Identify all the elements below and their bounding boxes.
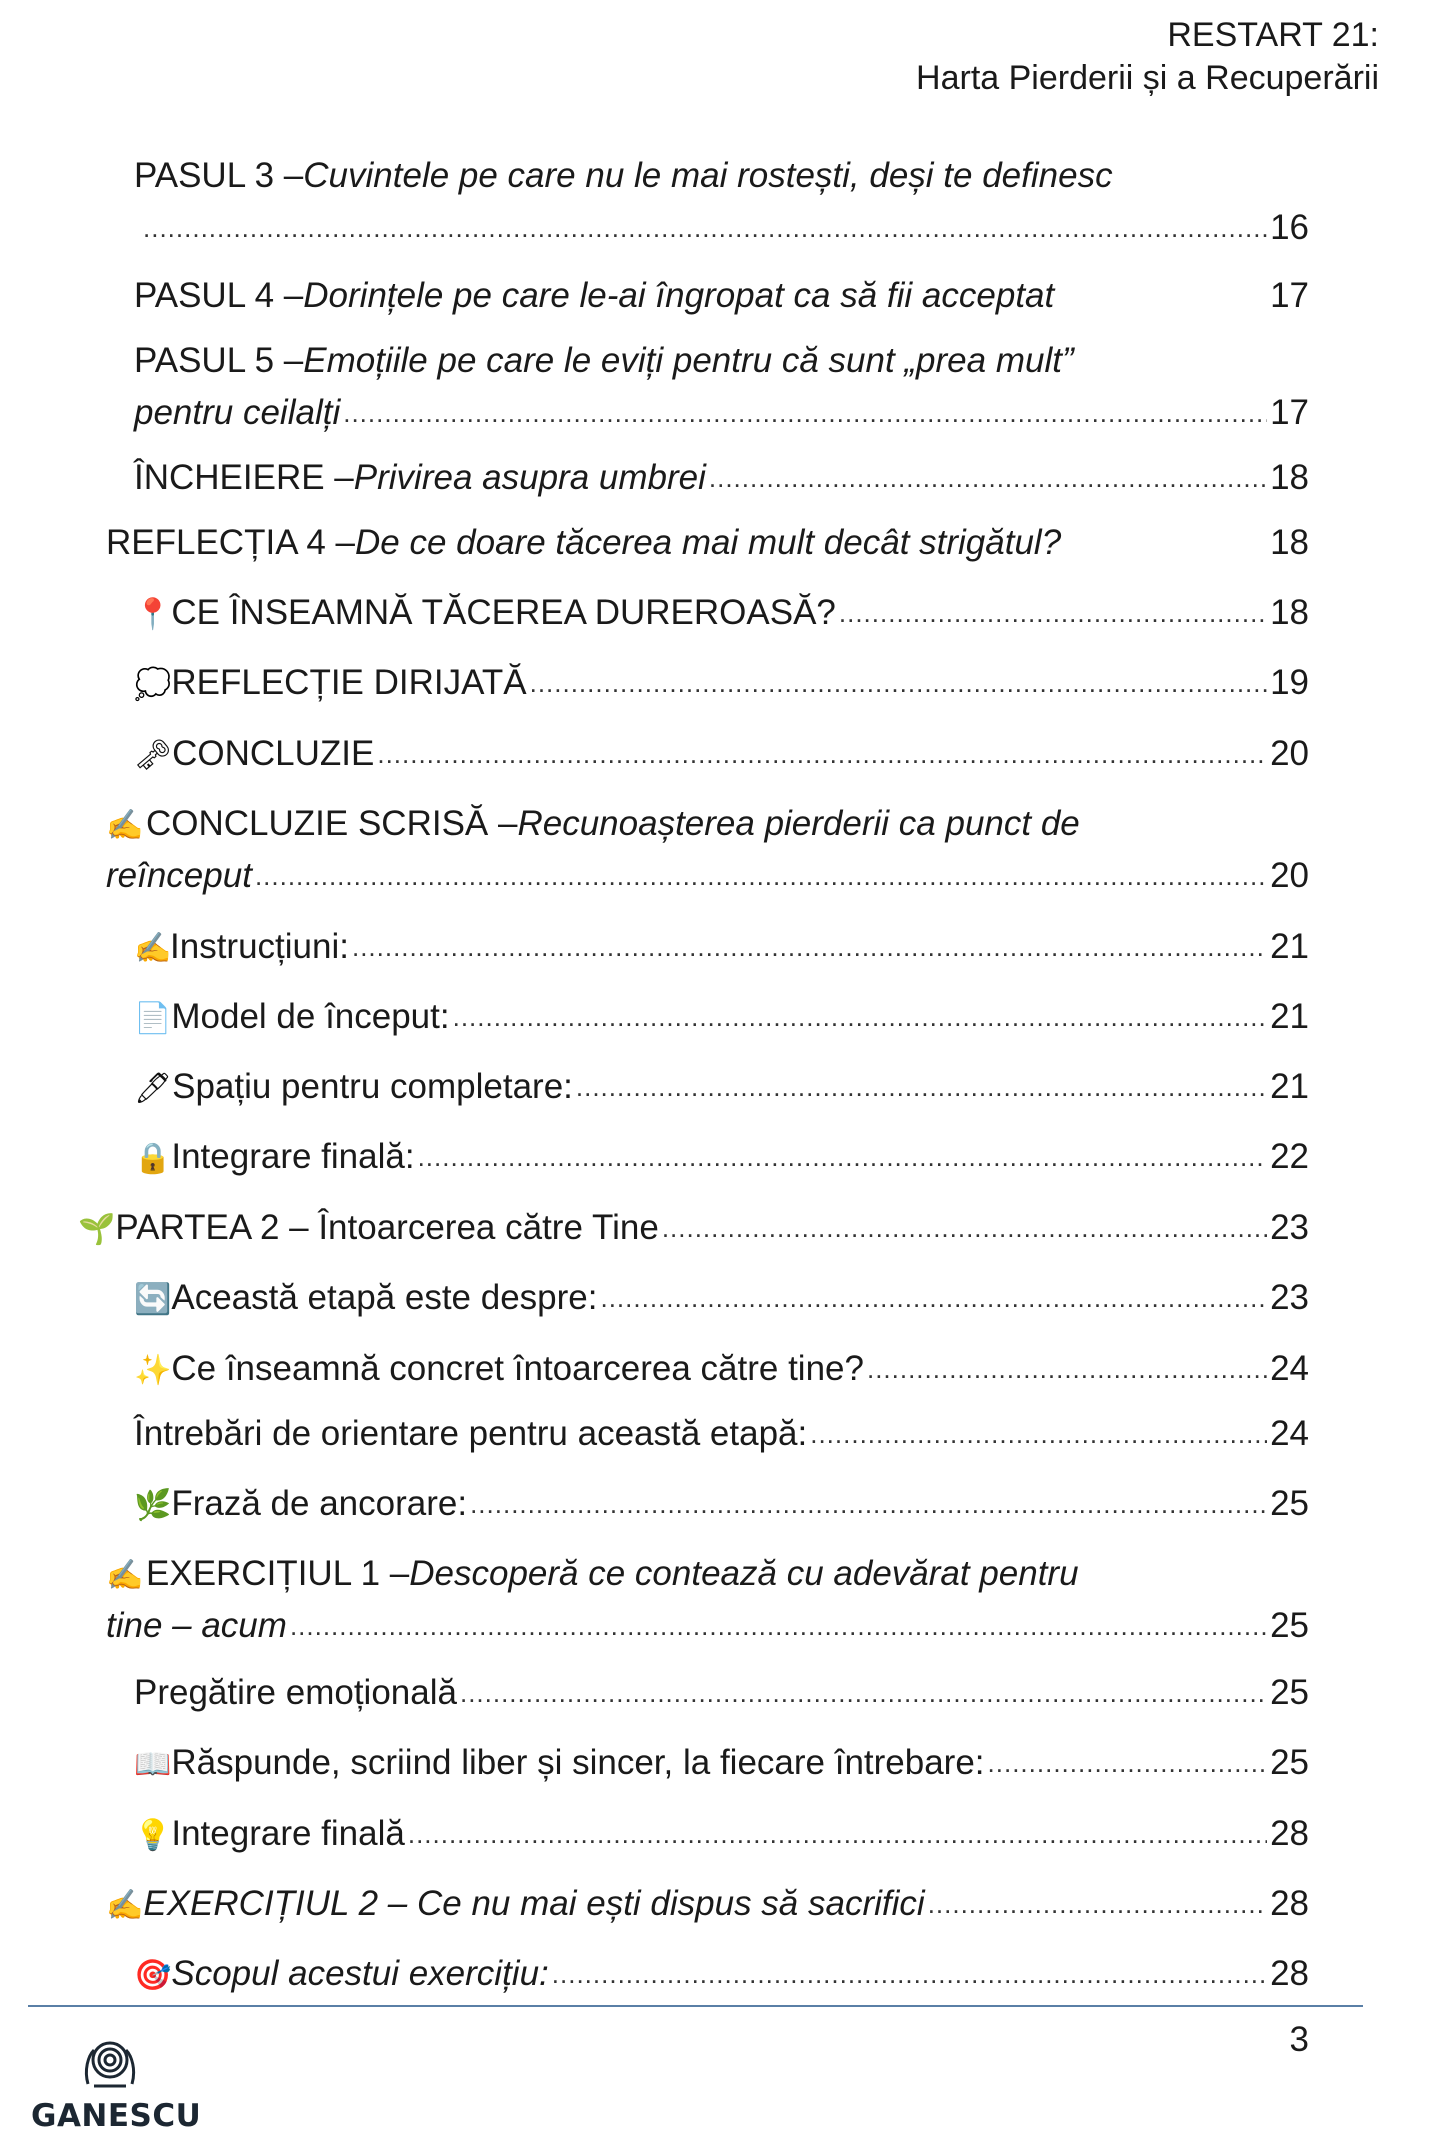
dot-leader xyxy=(453,991,1267,1043)
toc-entry-prefix: PASUL 5 – xyxy=(134,341,304,380)
dot-leader xyxy=(470,1478,1267,1530)
toc-page-number: 16 xyxy=(1270,208,1309,247)
logo-wordmark: GANESCU xyxy=(31,2098,202,2134)
toc-entry[interactable] xyxy=(134,1478,1309,1530)
lock-icon: 🔒 xyxy=(134,1142,172,1175)
dot-leader xyxy=(352,921,1267,973)
toc-page-number: 25 xyxy=(1270,1673,1309,1712)
dot-leader xyxy=(600,1272,1267,1324)
toc-page-number: 24 xyxy=(1270,1349,1309,1388)
toc-entry-prefix: Întrebări de orientare pentru această etapă: xyxy=(134,1414,808,1453)
dot-leader xyxy=(928,1878,1267,1930)
toc-entry-title-cont: reînceput xyxy=(106,856,252,895)
dot-leader xyxy=(552,1948,1267,2000)
toc-entry-prefix: Această etapă este despre: xyxy=(171,1278,598,1317)
toc-entry-prefix: Instrucțiuni: xyxy=(170,927,349,966)
toc-entry-prefix: CE ÎNSEAMNĂ TĂCEREA DUREROASĂ? xyxy=(171,593,836,632)
toc-page-number: 19 xyxy=(1270,663,1309,702)
pin-icon: 📍 xyxy=(134,598,172,631)
toc-entry-prefix: Pregătire emoțională xyxy=(134,1673,457,1712)
toc-entry-prefix: Integrare finală xyxy=(171,1814,405,1853)
seedling-icon: 🌱 xyxy=(78,1213,116,1246)
toc-entry-title: Cuvintele pe care nu le mai rostești, deși te definesc xyxy=(303,156,1113,195)
thought-bubble-icon: 💭 xyxy=(134,668,172,701)
toc-entry[interactable] xyxy=(134,657,1309,709)
toc-entry[interactable] xyxy=(134,1948,1309,2000)
dot-leader xyxy=(408,1808,1267,1860)
toc-entry[interactable] xyxy=(134,587,1309,639)
toc-entry-title-cont: pentru ceilalți xyxy=(134,393,341,432)
toc-entry[interactable] xyxy=(134,728,1309,780)
toc-page-number: 25 xyxy=(1270,1484,1309,1523)
toc-entry[interactable] xyxy=(134,1272,1309,1324)
toc-entry-prefix: Ce înseamnă concret întoarcerea către tine? xyxy=(171,1349,864,1388)
toc-entry-prefix: ÎNCHEIERE – xyxy=(134,458,354,497)
toc-entry-prefix: PARTEA 2 – Întoarcerea către Tine xyxy=(115,1208,659,1247)
dot-leader xyxy=(867,1343,1267,1395)
dot-leader xyxy=(143,202,1267,254)
toc-entry[interactable] xyxy=(134,921,1309,973)
toc-entry[interactable] xyxy=(134,335,1309,439)
dot-leader xyxy=(810,1408,1267,1460)
toc-entry[interactable] xyxy=(134,1408,1309,1460)
toc-entry[interactable] xyxy=(106,1548,1309,1652)
document-icon: 📄 xyxy=(134,1002,172,1035)
toc-entry[interactable] xyxy=(134,452,1309,504)
toc-entry[interactable] xyxy=(106,1878,1309,1930)
header-subtitle: Harta Pierderii și a Recuperării xyxy=(916,59,1379,97)
toc-entry-title: Emoțiile pe care le eviți pentru că sunt „prea mult” xyxy=(303,341,1074,380)
dot-leader xyxy=(839,587,1267,639)
toc-entry-title: Recunoașterea pierderii ca punct de xyxy=(517,804,1080,843)
page-number: 3 xyxy=(1289,2020,1309,2059)
toc-entry[interactable] xyxy=(134,1737,1309,1789)
toc-entry-title: Privirea asupra umbrei xyxy=(353,458,706,497)
toc-entry[interactable] xyxy=(134,1343,1309,1395)
running-header xyxy=(916,14,1379,100)
toc-page-number: 21 xyxy=(1270,927,1309,966)
toc-page-number: 22 xyxy=(1270,1137,1309,1176)
toc-page-number: 28 xyxy=(1270,1954,1309,1993)
dot-leader xyxy=(988,1737,1268,1789)
toc-entry-prefix: CONCLUZIE xyxy=(172,734,375,773)
dot-leader xyxy=(377,728,1267,780)
toc-entry[interactable] xyxy=(134,1667,1309,1719)
toc-page-number: 20 xyxy=(1270,734,1309,773)
toc-entry-prefix: Frază de ancorare: xyxy=(171,1484,468,1523)
logo-mark-icon xyxy=(28,2030,188,2100)
toc-page-number: 21 xyxy=(1270,1067,1309,1106)
dot-leader xyxy=(576,1061,1267,1113)
toc-entry[interactable] xyxy=(78,1202,1309,1254)
pencil-icon: 🖊 xyxy=(134,1072,173,1105)
dot-leader xyxy=(255,850,1267,902)
dot-leader xyxy=(343,387,1267,439)
toc-entry-prefix: CONCLUZIE SCRISĂ – xyxy=(146,804,518,843)
footer-divider xyxy=(28,2005,1363,2007)
toc-entry-prefix: Model de început: xyxy=(171,997,450,1036)
toc-entry-title: De ce doare tăcerea mai mult decât strigătul? xyxy=(354,523,1062,562)
dot-leader xyxy=(662,1202,1267,1254)
toc-page-number: 28 xyxy=(1270,1884,1309,1923)
header-title: RESTART 21: xyxy=(1167,16,1379,54)
toc-entry-title-cont: tine – acum xyxy=(106,1606,287,1645)
toc-page-number: 23 xyxy=(1270,1278,1309,1317)
cycle-arrows-icon: 🔄 xyxy=(134,1283,172,1316)
toc-entry-title: EXERCIȚIUL 2 – Ce nu mai ești dispus să sacrifici xyxy=(143,1884,925,1923)
sparkles-icon: ✨ xyxy=(134,1354,172,1387)
toc-entry-prefix: Răspunde, scriind liber și sincer, la fiecare întrebare: xyxy=(171,1743,985,1782)
writing-hand-icon: ✍ xyxy=(106,1559,144,1592)
toc-page-number: 21 xyxy=(1270,997,1309,1036)
writing-hand-icon: ✍ xyxy=(106,809,144,842)
lightbulb-icon: 💡 xyxy=(134,1819,172,1852)
toc-entry[interactable] xyxy=(134,1061,1309,1113)
toc-page-number: 17 xyxy=(1270,393,1309,432)
toc-page-number: 23 xyxy=(1270,1208,1309,1247)
toc-entry-title: Descoperă ce contează cu adevărat pentru xyxy=(409,1554,1079,1593)
toc-entry-prefix: Spațiu pentru completare: xyxy=(172,1067,573,1106)
toc-entry[interactable] xyxy=(134,270,1309,322)
toc-page-number: 18 xyxy=(1270,523,1309,562)
toc-page-number: 17 xyxy=(1270,276,1309,315)
dot-leader xyxy=(290,1600,1267,1652)
dot-leader xyxy=(709,452,1267,504)
writing-hand-icon: ✍ xyxy=(106,1889,144,1922)
toc-page-number: 18 xyxy=(1270,458,1309,497)
toc-entry-title: Dorințele pe care le-ai îngropat ca să fii acceptat xyxy=(303,276,1055,315)
toc-entry-prefix: EXERCIȚIUL 1 – xyxy=(146,1554,410,1593)
toc-entry-prefix: REFLECȚIA 4 – xyxy=(106,523,355,562)
toc-page-number: 24 xyxy=(1270,1414,1309,1453)
toc-page-number: 25 xyxy=(1270,1606,1309,1645)
toc-entry[interactable] xyxy=(106,517,1309,569)
toc-page-number: 28 xyxy=(1270,1814,1309,1853)
toc-page-number: 25 xyxy=(1270,1743,1309,1782)
key-icon: 🗝 xyxy=(134,739,173,772)
toc-page-number: 20 xyxy=(1270,856,1309,895)
toc-entry-prefix: PASUL 4 – xyxy=(134,276,304,315)
dot-leader xyxy=(530,657,1267,709)
toc-page-number: 18 xyxy=(1270,593,1309,632)
toc-entry-title: Scopul acestui exercițiu: xyxy=(171,1954,549,1993)
toc-entry-prefix: REFLECȚIE DIRIJATĂ xyxy=(171,663,527,702)
toc-entry[interactable] xyxy=(106,798,1309,902)
dot-leader xyxy=(460,1667,1267,1719)
target-icon: 🎯 xyxy=(134,1959,172,1992)
toc-entry-prefix: Integrare finală: xyxy=(171,1137,415,1176)
toc-entry[interactable] xyxy=(134,150,1309,254)
toc-entry[interactable] xyxy=(134,991,1309,1043)
toc-entry[interactable] xyxy=(134,1808,1309,1860)
writing-hand-icon: ✍ xyxy=(134,932,172,965)
leaf-icon: 🌿 xyxy=(134,1489,172,1522)
dot-leader xyxy=(418,1131,1267,1183)
toc-entry-prefix: PASUL 3 – xyxy=(134,156,304,195)
toc-entry[interactable] xyxy=(134,1131,1309,1183)
open-book-icon: 📖 xyxy=(134,1748,172,1781)
